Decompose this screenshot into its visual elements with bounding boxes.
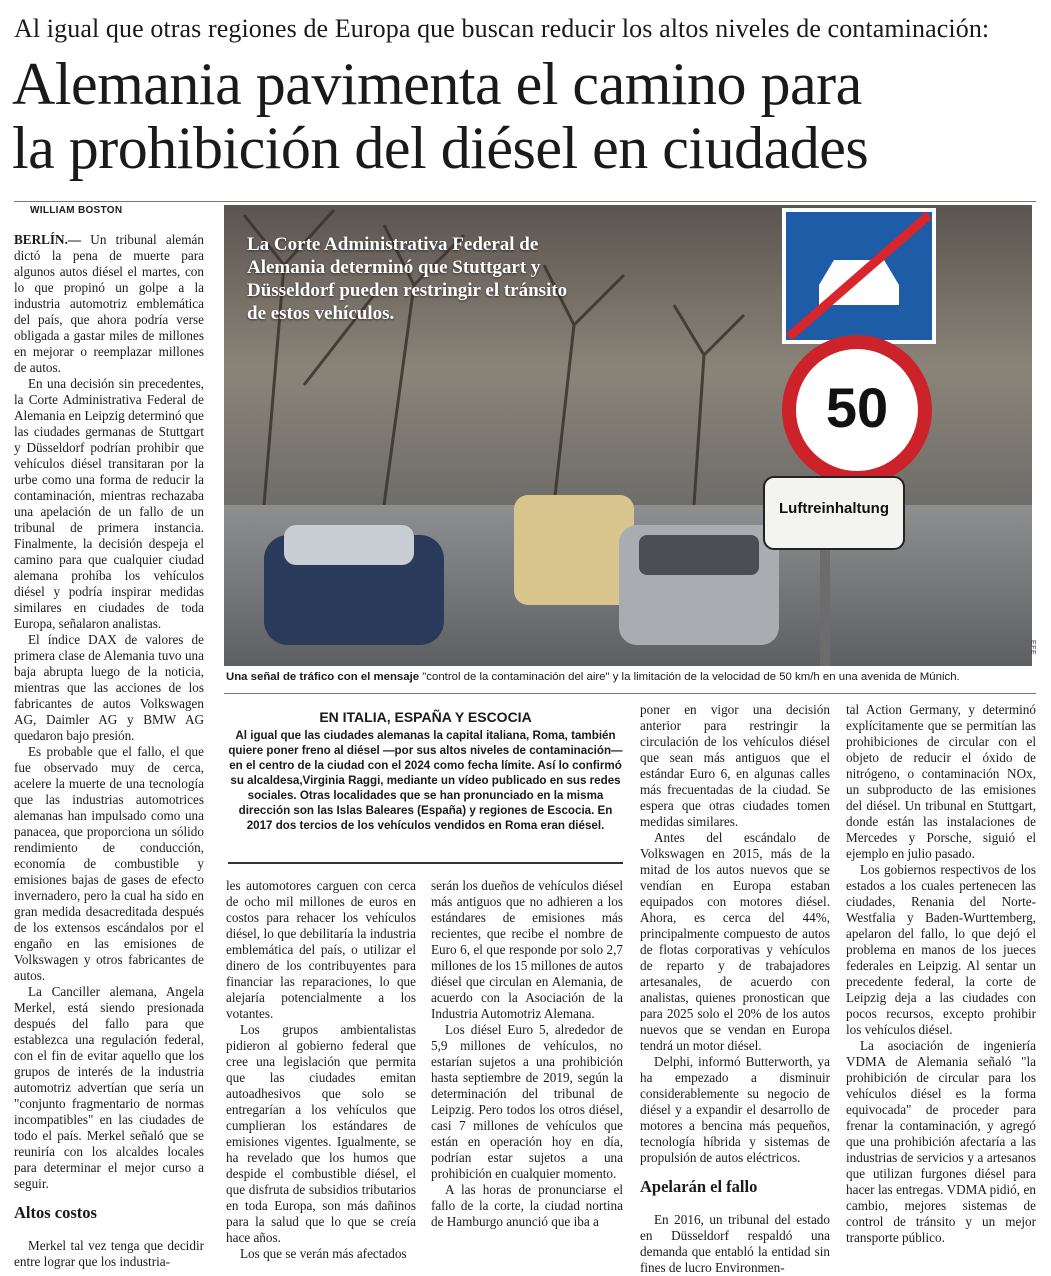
caption-lead: Una señal de tráfico con el mensaje xyxy=(226,671,420,683)
column-5 xyxy=(846,702,1036,1246)
column-2 xyxy=(226,878,416,1262)
paragraph: La Canciller alemana, Angela Merkel, está siendo presionada después del fallo para que establezca una regulación federal, con el fin de evitar aquello que los grupos de interés de la industria automotriz advertían que sería un "conjunto fragmentario de normas incompatibles" en las ciudades de todo el país. Merkel señaló que se reuniría con los alcaldes locales para determinar el mejor curso a seguir. xyxy=(14,984,204,1191)
kicker: Al igual que otras regiones de Europa que buscan reducir los altos niveles de contaminación: xyxy=(14,14,990,43)
subhead-apelaran-el-fallo: Apelarán el fallo xyxy=(640,1177,758,1196)
headline xyxy=(12,52,1047,180)
box-body: Al igual que las ciudades alemanas la capital italiana, Roma, también quiere poner freno al diésel —por sus altos niveles de contaminación— en el centro de la ciudad con el 2024 como fecha límite. Así lo confirmó su alcaldesa,Virginia Raggi, mediante un vídeo publicado en sus redes sociales. Otras localidades que se han pronunciado en la misma dirección son las Islas Baleares (España) y regiones de Escocia. En 2017 dos tercios de los vehículos vendidos en Roma eran diésel. xyxy=(228,729,623,832)
paragraph: Delphi, informó Butterworth, ya ha empezado a disminuir considerablemente su negocio de diésel y a expandir el desarrollo de motores a bencina más pequeños, tecnología híbrida y sistemas de propulsión de autos eléctricos. xyxy=(640,1054,830,1165)
paragraph: Los grupos ambientalistas pidieron al gobierno federal que cree una legislación que permita que las ciudades emitan autoadhesivos que solo se entregarían a los vehículos que cumplieran los estándares de emisiones vigentes. Igualmente, se ha revelado que los humos que despide el combustible diésel, el que disfruta de subsidios tributarios en toda Europa, son más dañinos para la salud que lo que se creía hace años. xyxy=(226,1022,416,1245)
paragraph-text: Un tribunal alemán dictó la pena de muerte para algunos autos diésel el martes, con lo que propinó un golpe a la industria automotriz emblemática del país, que ahora podría verse obligada a gastar miles de millones en mejorar o reemplazar millones de autos. xyxy=(14,232,204,375)
paragraph: En 2016, un tribunal del estado en Düsseldorf respaldó una demanda que entabló la entidad sin fines de lucro Environmen- xyxy=(640,1212,830,1275)
paragraph: poner en vigor una decisión anterior para restringir la circulación de los vehículos diésel que sean más antiguos que el estándar Euro 6, en algunas calles más frecuentadas de la ciudad. Se espera que otras ciudades tomen medidas similares. xyxy=(640,702,830,829)
paragraph: Los gobiernos respectivos de los estados a los cuales pertenecen las ciudades, Renania del Norte-Westfalia y Baden-Wurttemberg, apelaron del fallo, lo que dejó el problema en manos de los jueces federales en Leipzig. Al sentar un precedente federal, la corte de Leipzig deja a las ciudades con pocos recursos, excepto prohibir los vehículos diésel. xyxy=(846,862,1036,1037)
paragraph: El índice DAX de valores de primera clase de Alemania tuvo una baja abrupta luego de la noticia, mientras que las acciones de los fabricantes de autos Volkswagen AG, Daimler AG y BMW AG quedaron bajo presión. xyxy=(14,632,204,743)
paragraph: Antes del escándalo de Volkswagen en 2015, más de la mitad de los autos nuevos que se vendían en Europa estaban equipados con motores diésel. Ahora, es cerca del 44%, principalmente compuesto de autos de flotas corporativas y vehículos de reparto y de trabajadores artesanales, de acuerdo con analistas, quienes pronostican que para 2025 solo el 20% de los autos nuevos que se vendan en Europa tendrá un motor diésel. xyxy=(640,830,830,1053)
box-rule xyxy=(228,862,623,864)
photo-quote: La Corte Administrativa Federal de Alemania determinó que Stuttgart y Düsseldorf pueden restringir el tránsito de estos vehículos. xyxy=(247,234,568,324)
paragraph: A las horas de pronunciarse el fallo de la corte, la ciudad nortina de Hamburgo anunció que iba a xyxy=(431,1182,623,1229)
paragraph: Los que se verán más afectados xyxy=(240,1246,407,1261)
caption-text: "control de la contaminación del aire" y la limitación de la velocidad de 50 km/h en una avenida de Múnich. xyxy=(419,671,960,683)
paragraph: Los diésel Euro 5, alrededor de 5,9 millones de vehículos, no estarían sujetos a una prohibición hasta septiembre de 2019, según la determinación del tribunal de Leipzig. Pero todos los otros diésel, casi 7 millones de vehículos que están en operación hoy en día, podrían estar sujetos a una prohibición en cualquier momento. xyxy=(431,1022,623,1181)
paragraph: En una decisión sin precedentes, la Corte Administrativa Federal de Alemania en Leipzig determinó que las ciudades germanas de Stuttgart y Düsseldorf podrían prohibir que vehículos diésel transitaran por la urbe como una forma de reducir la contaminación, mientras rechazaba una apelación de un fallo de un tribunal de primera instancia. Finalmente, la decisión despeja el camino para que cualquier ciudad alemana prohíba los vehículos diésel y podría inspirar medidas similares en ciudades de toda Europa, señalaron analistas. xyxy=(14,376,204,631)
top-rule xyxy=(14,201,1036,202)
caption-rule xyxy=(224,693,1036,694)
photo-credit: EFE xyxy=(1029,640,1036,656)
subhead-altos-costos: Altos costos xyxy=(14,1203,97,1222)
byline: WILLIAM BOSTON xyxy=(30,205,123,216)
photo-caption xyxy=(226,670,1036,685)
paragraph: Merkel tal vez tenga que decidir entre lograr que los industria- xyxy=(14,1238,204,1269)
dateline: BERLÍN.— xyxy=(14,232,82,247)
paragraph: serán los dueños de vehículos diésel más antiguos que no adhieren a los estándares de emisiones más recientes, que recibe el nombre de Euro 6, el que responde por solo 2,7 millones de los 15 millones de autos diésel que circulan en Alemania, de acuerdo con la Asociación de la Industria Automotriz Alemana. xyxy=(431,878,623,1021)
paragraph: Es probable que el fallo, el que fue observado muy de cerca, acelere la muerte de una tecnología que las industrias automotrices alemanas han impulsado como una panacea, que proporciona un sólido rendimiento de conducción, economía de combustible y emisiones bajas de gases de efecto invernadero, pero la cual ha sido en gran medida desacreditada después de los extensos escándalos por el engaño en las emisiones de Volkswagen y otros fabricantes de autos. xyxy=(14,744,204,983)
box-title: EN ITALIA, ESPAÑA Y ESCOCIA xyxy=(319,709,532,725)
paragraph: La asociación de ingeniería VDMA de Alemania señaló "la prohibición de circular para los vehículos diésel es la forma equivocada" de proceder para frenar la contaminación, y agregó que una prohibición afectaría a las industrias de servicios y a artesanos que utilizan furgones diésel para hacer las entregas. VDMA pidió, en cambio, mejores sistemas de control de tránsito y un mejor transporte público. xyxy=(846,1038,1036,1245)
sign-text: Luftreinhaltung xyxy=(779,500,889,517)
speed-limit-number: 50 xyxy=(825,376,889,439)
column-1 xyxy=(14,232,204,1270)
column-3 xyxy=(431,878,623,1230)
headline-line-2: la prohibición del diésel en ciudades xyxy=(12,115,869,181)
paragraph: les automotores carguen con cerca de ocho mil millones de euros en costos para rehacer los vehículos diésel, lo que debilitaría la industria emblemática del país, o utilizar el dinero de los contribuyentes para financiar las reparaciones, lo que alejaría potencialmente a los votantes. xyxy=(226,878,416,1021)
headline-line-1: Alemania pavimenta el camino para xyxy=(12,51,862,117)
column-4 xyxy=(640,702,830,1276)
paragraph: tal Action Germany, y determinó explícitamente que se permitían las prohibiciones de circular con el objeto de reducir el óxido de nitrógeno, o contaminación NOx, un subproducto de las emisiones del diésel. Un tribunal en Stuttgart, donde están las instalaciones de Mercedes y Porsche, siguió el ejemplo en julio pasado. xyxy=(846,702,1036,861)
paragraph xyxy=(14,232,204,376)
